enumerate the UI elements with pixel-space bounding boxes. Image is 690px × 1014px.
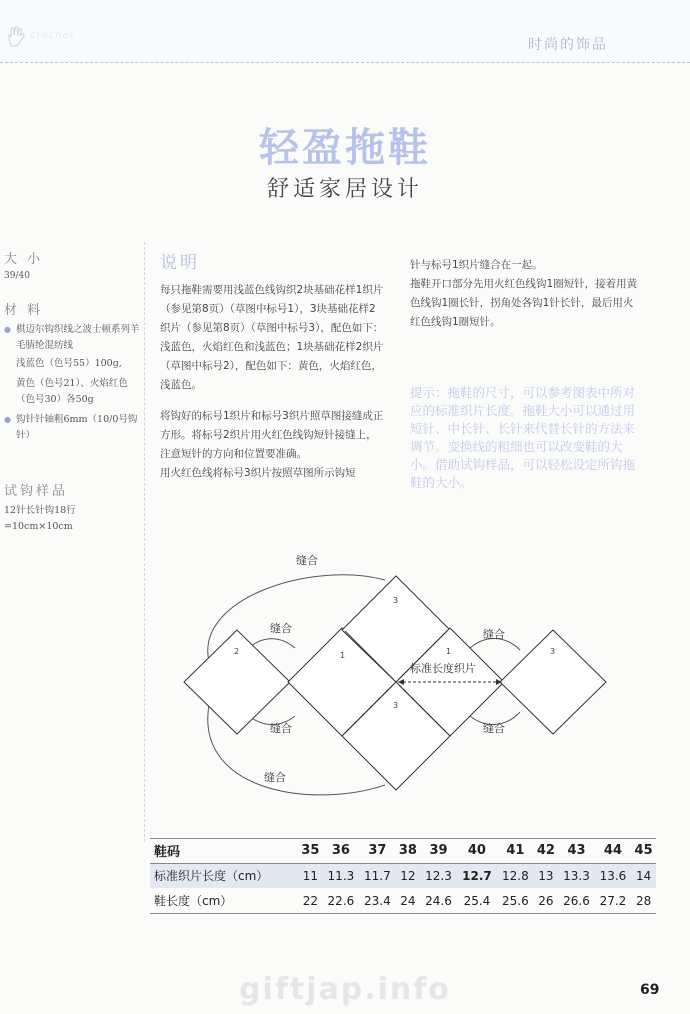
table-cell: 25.6 xyxy=(502,893,529,908)
table-header-row xyxy=(150,838,656,863)
table-cell: 13.6 xyxy=(595,863,631,888)
table-cell: 12.8 xyxy=(497,863,533,888)
gauge-line-2: =10cm×10cm xyxy=(4,521,73,532)
table-header-cell: 36 xyxy=(331,843,350,858)
section-tag: 时尚的饰品 xyxy=(528,37,608,53)
table-rule-bottom xyxy=(150,913,656,914)
table-cell: 23.4 xyxy=(364,893,391,908)
table-cell: 13.3 xyxy=(558,863,594,888)
table-cell: 24.6 xyxy=(425,893,452,908)
table-cell: 14 xyxy=(631,863,656,888)
table-row xyxy=(150,863,656,888)
description-paragraph-1: 每只拖鞋需要用浅蓝色线钩织2块基础花样1织片（参见第8页）（草图中标号1），3块基础花样2织片（参见第8页）（草图中标号3），配色如下：浅蓝色，火焰红色和浅蓝色；1块基础花样2织片（草图中标号2），配色如下：黄色，火焰红色，浅蓝色。 xyxy=(160,284,384,391)
watermark: giftjap.info xyxy=(239,972,451,1007)
table-cell: 22 xyxy=(302,893,318,908)
piece-3-right xyxy=(500,630,606,734)
table-cell: 22.6 xyxy=(327,893,355,908)
seam-label: 缝合 xyxy=(296,554,318,567)
table-cell: 25.4 xyxy=(463,893,491,908)
size-value: 39/40 xyxy=(4,271,30,281)
table-cell: 27.2 xyxy=(599,893,627,908)
material-hook xyxy=(4,412,140,444)
materials-heading: 材 料 xyxy=(4,303,44,318)
table-cell: 11 xyxy=(298,863,323,888)
piece-number: 1 xyxy=(340,651,346,660)
table-cell: 12 xyxy=(396,863,421,888)
table-cell: 11.3 xyxy=(323,863,359,888)
standard-length-label: 标准长度织片 xyxy=(410,662,476,675)
table-cell: 鞋长度（cm） xyxy=(154,894,233,908)
page-number: 69 xyxy=(640,982,660,998)
page-title: 轻盈拖鞋 xyxy=(259,125,431,171)
gauge-line-1: 12针长针钩18行 xyxy=(4,505,76,516)
seam-label: 缝合 xyxy=(264,771,286,784)
piece-number: 2 xyxy=(234,647,240,656)
material-color-others: 黄色（色号21）、火焰红色（色号30）各50g xyxy=(16,378,128,405)
table-header-cell: 37 xyxy=(368,843,387,858)
seam-label: 缝合 xyxy=(270,622,292,635)
description-column xyxy=(160,248,386,495)
table-cell: 标准织片长度（cm） xyxy=(150,863,298,888)
piece-number: 3 xyxy=(550,647,556,656)
piece-number: 3 xyxy=(393,701,399,710)
description-heading: 说明 xyxy=(160,253,200,273)
description-paragraph-2: 将钩好的标号1织片和标号3织片照草图接缝成正方形。将标号2织片用火红色线钩短针接缝上，注意短针的方向和位置要准确。 xyxy=(160,410,384,460)
piece-number: 3 xyxy=(393,596,399,605)
table-header-cell: 44 xyxy=(603,843,622,858)
description-paragraph-4: 拖鞋开口部分先用火红色线钩1圈短针，接着用黄色线钩1圈长针，拐角处各钩1针长针，最后用火红色线钩1圈短针。 xyxy=(410,278,638,328)
header-divider xyxy=(0,62,690,63)
column-divider xyxy=(144,242,145,842)
piece-number: 1 xyxy=(446,647,452,656)
seam-label: 缝合 xyxy=(270,722,292,735)
bullet-icon: ● xyxy=(4,415,11,424)
size-heading: 大 小 xyxy=(4,252,44,267)
material-hook-text: 钩针针轴粗6mm（10/0号钩针） xyxy=(16,414,138,441)
table-header-cell: 45 xyxy=(634,843,653,858)
table-header-cell: 鞋码 xyxy=(154,845,181,860)
table-row xyxy=(150,888,656,913)
specs-column xyxy=(4,248,140,535)
table-cell: 26.6 xyxy=(563,893,590,908)
seam-label: 缝合 xyxy=(483,722,505,735)
assembly-diagram xyxy=(170,540,620,840)
table-cell: 11.7 xyxy=(359,863,395,888)
table-header-cell: 40 xyxy=(467,843,486,858)
description-continued xyxy=(410,256,640,344)
piece-2 xyxy=(184,630,290,734)
table-header-cell: 35 xyxy=(301,843,320,858)
bullet-icon: ● xyxy=(4,325,11,334)
table-cell: 12.3 xyxy=(420,863,456,888)
size-table xyxy=(150,838,656,913)
table-cell: 28 xyxy=(635,893,652,908)
table-cell: 12.7 xyxy=(457,863,497,888)
table-rule-mid xyxy=(150,863,656,864)
page-header xyxy=(0,0,690,62)
table-header-cell: 43 xyxy=(567,843,586,858)
table-cell: 24 xyxy=(400,893,416,908)
tip-box: 提示：拖鞋的尺寸，可以参考图表中所对应的标准织片长度。拖鞋大小可以通过用短针、中长针、长针来代替长针的方法来调节。变换线的粗细也可以改变鞋的大小。借助试钩样品，可以轻松设定所钩拖鞋的大小。 xyxy=(410,385,636,490)
material-yarn xyxy=(4,322,140,354)
page-subtitle: 舒适家居设计 xyxy=(266,177,423,202)
header-decoration: crochet xyxy=(30,30,75,41)
table-cell: 26 xyxy=(538,893,554,908)
assembly-diagram-svg xyxy=(170,540,620,840)
seam-label: 缝合 xyxy=(483,628,505,641)
description-paragraph-3b: 针与标号1织片缝合在一起。 xyxy=(410,259,543,271)
description-paragraph-3a: 用火红色线将标号3织片按照草图所示钩短 xyxy=(160,467,356,479)
material-color-blue: 浅蓝色（色号55）100g, xyxy=(16,358,122,369)
table-cell: 13 xyxy=(534,863,559,888)
table-header-cell: 39 xyxy=(429,843,448,858)
table-header-cell: 42 xyxy=(536,843,555,858)
material-yarn-text: 棋迈尔钩织线之波士顿系列羊毛腈纶混纺线 xyxy=(16,324,140,351)
table-header-cell: 38 xyxy=(398,843,417,858)
hand-icon xyxy=(6,26,26,48)
gauge-heading: 试钩样品 xyxy=(4,484,69,499)
table-header-cell: 41 xyxy=(506,843,525,858)
